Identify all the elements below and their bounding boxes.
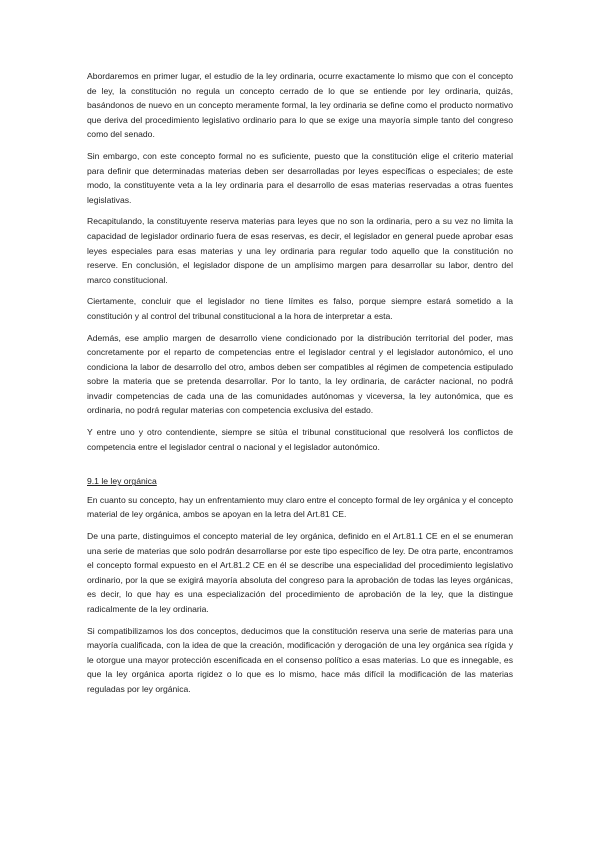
paragraph: Sin embargo, con este concepto formal no es suficiente, puesto que la constitución elige el criterio material para definir que determinadas materias deben ser desarrolladas por leyes específicas o especiales; de este modo, la constituyente veta a la ley ordinaria para el desarrollo de esas materias reservadas a otras fuentes legislativas. (87, 150, 513, 205)
paragraph: Recapitulando, la constituyente reserva materias para leyes que no son la ordinaria, pero a su vez no limita la capacidad de legislador ordinario fuera de esas reservas, es decir, el legislador en general puede aprobar esas leyes especiales para esas materias y una ley ordinaria para regular todo aquello que la constitución no reserve. En conclusión, el legislador dispone de un amplísimo margen para desarrollar su labor, dentro del marco constitucional. (87, 216, 513, 285)
section-heading: 9.1 le ley orgánica (87, 476, 157, 487)
document-body (87, 69, 513, 704)
paragraph: Además, ese amplio margen de desarrollo viene condicionado por la distribución territorial del poder, mas concretamente por el reparto de competencias entre el legislador central y el legislador autonómico, el uno condiciona la labor de desarrollo del otro, ambos deben ser compatibles al régimen de competencia estipulado sobre la materia que se pretenda desarrollar. Por lo tanto, la ley ordinaria, de carácter nacional, no podrá invadir competencias de cada una de las comunidades autónomas y viceversa, la ley autonómica, que es ordinaria, no podrá regular materias con competencia exclusiva del estado. (87, 332, 513, 416)
paragraph: Si compatibilizamos los dos conceptos, deducimos que la constitución reserva una serie de materias para una mayoría cualificada, con la idea de que la creación, modificación y derogación de una ley orgánica sea rígida y le otorgue una mayor protección escenificada en el consenso político a esas materias. Lo que es innegable, es que la ley orgánica aporta rigidez o lo que es lo mismo, hace más difícil la modificación de las materias reguladas por ley orgánica. (87, 625, 513, 694)
paragraph: Abordaremos en primer lugar, el estudio de la ley ordinaria, ocurre exactamente lo mismo que con el concepto de ley, la constitución no regula un concepto cerrado de lo que se entiende por ley ordinaria, quizás, basándonos de nuevo en un concepto meramente formal, la ley ordinaria se define como el producto normativo que deriva del procedimiento legislativo ordinario para lo que se exige una mayoría simple tanto del congreso como del senado. (87, 71, 513, 140)
paragraph: De una parte, distinguimos el concepto material de ley orgánica, definido en el Art.81.1 CE en el se enumeran una serie de materias que solo podrán desarrollarse por este tipo específico de ley. De otra parte, encontramos el concepto formal expuesto en el Art.81.2 CE en él se describe una especialidad del procedimiento legislativo ordinario, por la que se exigirá mayoría absoluta del congreso para la aprobación de todas las leyes orgánicas, es decir, lo que hay es una especialización del procedimiento de aprobación de la ley, que la distingue radicalmente de la ley ordinaria. (87, 531, 513, 614)
paragraph: Ciertamente, concluir que el legislador no tiene límites es falso, porque siempre estará sometido a la constitución y al control del tribunal constitucional a la hora de interpretar a esta. (87, 296, 513, 321)
paragraph: Y entre uno y otro contendiente, siempre se sitúa el tribunal constitucional que resolverá los conflictos de competencia entre el legislador central o nacional y el legislador autonómico. (87, 427, 513, 452)
paragraph: En cuanto su concepto, hay un enfrentamiento muy claro entre el concepto formal de ley orgánica y el concepto material de ley orgánica, ambos se apoyan en la letra del Art.81 CE. (87, 494, 513, 520)
